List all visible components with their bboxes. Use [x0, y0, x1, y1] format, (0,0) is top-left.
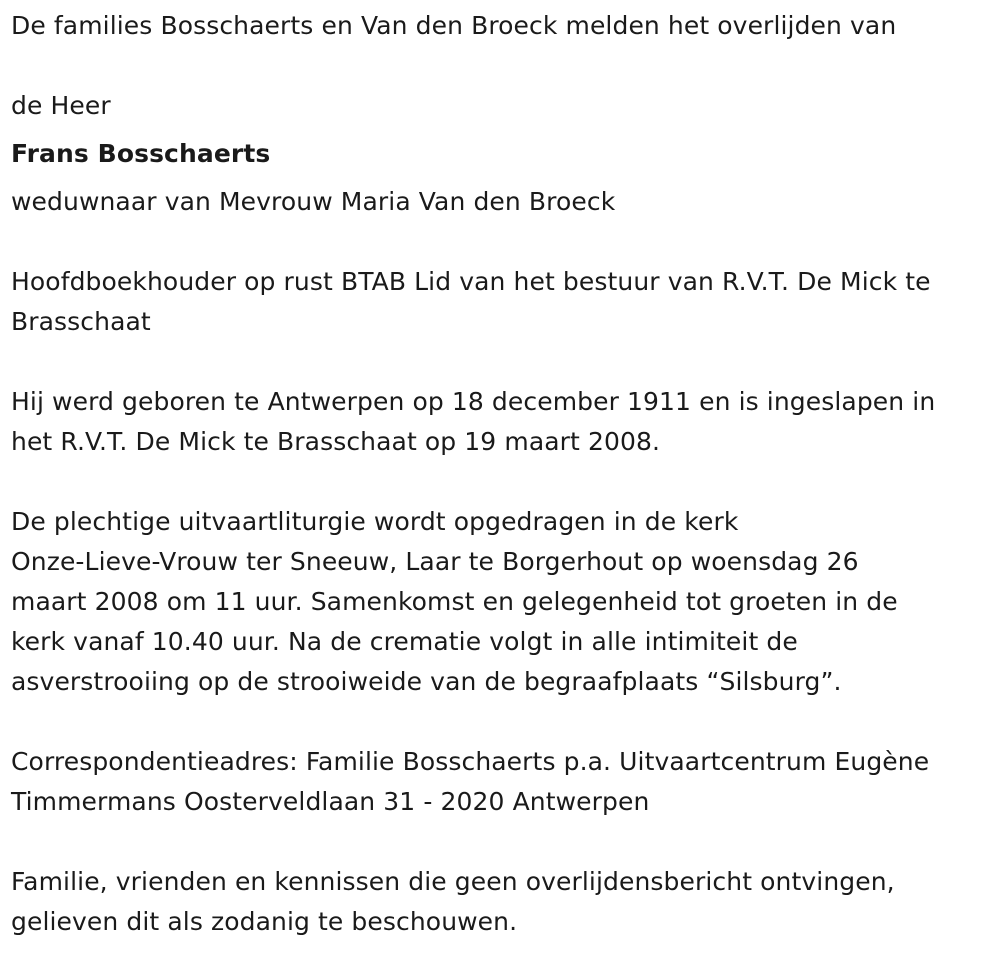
- occupation-line: Hoofdboekhouder op rust BTAB Lid van het bestuur van R.V.T. De Mick te: [11, 267, 931, 296]
- title-prefix: de Heer: [11, 91, 111, 120]
- correspondence-line: Timmermans Oosterveldlaan 31 - 2020 Antwerpen: [11, 787, 650, 816]
- relation-text: weduwnaar van Mevrouw Maria Van den Broeck: [11, 187, 616, 216]
- occupation-line: Brasschaat: [11, 307, 151, 336]
- birth-death-line: Hij werd geboren te Antwerpen op 18 december 1911 en is ingeslapen in: [11, 387, 936, 416]
- funeral-line: De plechtige uitvaartliturgie wordt opgedragen in de kerk: [11, 507, 739, 536]
- correspondence-line: Correspondentieadres: Familie Bosschaerts p.a. Uitvaartcentrum Eugène: [11, 747, 930, 776]
- funeral-line: kerk vanaf 10.40 uur. Na de crematie volgt in alle intimiteit de: [11, 627, 798, 656]
- closing-line: gelieven dit als zodanig te beschouwen.: [11, 907, 518, 936]
- funeral-line: Onze-Lieve-Vrouw ter Sneeuw, Laar te Borgerhout op woensdag 26: [11, 547, 859, 576]
- funeral-line: asverstrooiing op de strooiweide van de begraafplaats “Silsburg”.: [11, 667, 842, 696]
- birth-death-line: het R.V.T. De Mick te Brasschaat op 19 maart 2008.: [11, 427, 661, 456]
- intro-text: De families Bosschaerts en Van den Broeck melden het overlijden van: [11, 11, 897, 40]
- closing-line: Familie, vrienden en kennissen die geen overlijdensbericht ontvingen,: [11, 867, 895, 896]
- deceased-name: Frans Bosschaerts: [11, 139, 271, 168]
- funeral-line: maart 2008 om 11 uur. Samenkomst en gelegenheid tot groeten in de: [11, 587, 898, 616]
